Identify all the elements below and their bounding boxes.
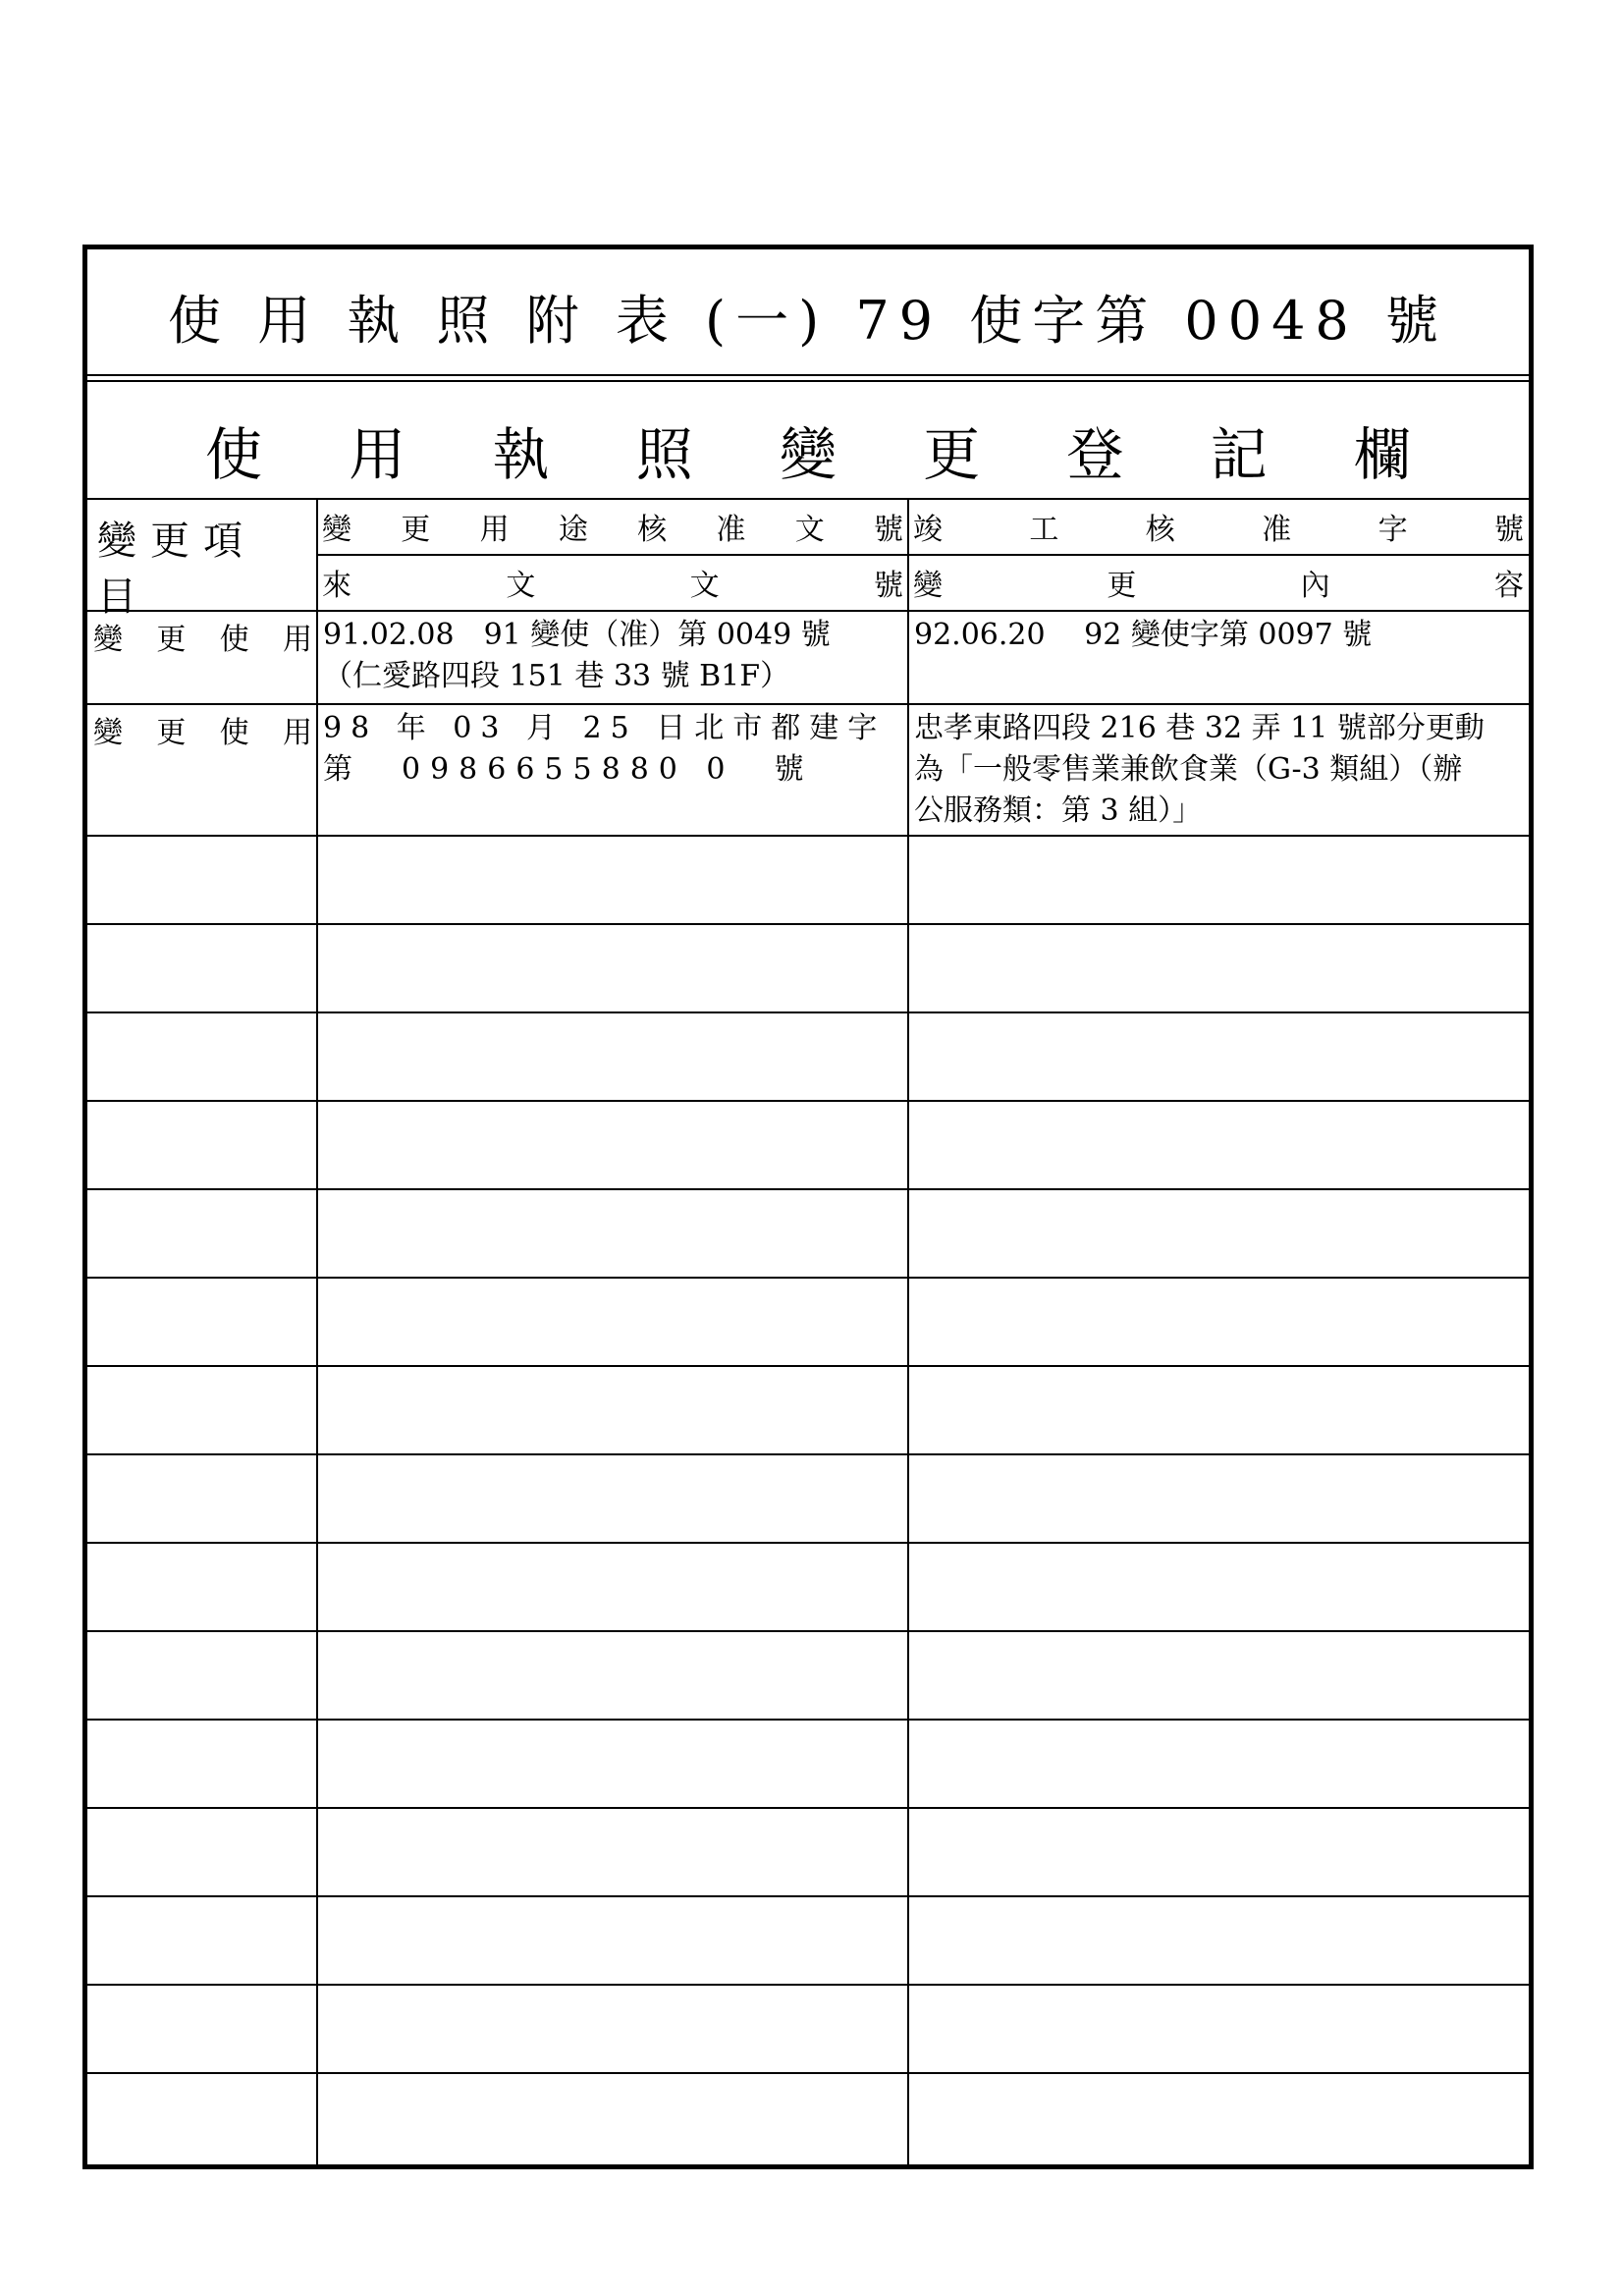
label-char: 變 [93,716,123,750]
section-title-char: 執 [492,421,550,488]
usage-permit-table [82,245,1534,2169]
label-char: 途 [558,513,588,547]
label-char: 用 [282,623,312,657]
label-char: 變 [322,513,351,547]
row-divider [87,1365,1529,1367]
row-divider [87,1630,1529,1632]
label-char: 文 [689,569,720,603]
column-divider [316,498,318,2164]
label-char: 准 [1262,513,1292,547]
header-change-item [93,519,309,620]
row-divider [87,1100,1529,1102]
document-title: 使 用 執 照 附 表 (一) 79 使字第 0048 號 [168,290,1448,352]
label-char: 核 [637,513,668,547]
label-char: 字 [1378,513,1408,547]
header-change-content [909,557,1528,608]
label-char: 更 [156,623,187,657]
section-title-char: 使 [205,421,263,488]
divider [87,374,1529,376]
row-content-line: 92.06.20 92 變使字第 0097 號 [914,618,1373,652]
label-char: 工 [1029,513,1059,547]
label-char: 文 [794,513,825,547]
row-divider [87,1188,1529,1190]
label-char: 使 [219,716,249,750]
section-title-char: 用 [349,421,406,488]
label-char: 變 [93,623,123,657]
section-title-char: 記 [1210,421,1268,488]
row-divider [87,1277,1529,1279]
row-divider [87,1807,1529,1809]
divider [87,835,1529,837]
section-title-char: 更 [923,421,981,488]
section-title-char: 欄 [1353,421,1411,488]
section-title-char: 照 [635,421,693,488]
table-row-item [89,615,316,658]
section-title [205,409,1411,491]
row-approval-line: 第 0986655880 0 號 [323,752,814,787]
label-char: 更 [156,716,187,750]
label-char: 變 [913,569,943,603]
label-char: 容 [1493,569,1524,603]
row-divider [87,1542,1529,1544]
row-divider [87,1453,1529,1455]
section-title-char: 登 [1066,421,1124,488]
divider [87,498,1529,500]
label-char: 更 [401,513,431,547]
row-approval-line: 98 年 03 月 25 日北市都建字 [323,711,887,745]
row-divider [87,1719,1529,1721]
label-char: 用 [479,513,510,547]
divider [87,380,1529,382]
row-divider [87,1895,1529,1897]
label-char: 內 [1300,569,1330,603]
divider [87,703,1529,705]
divider [87,610,1529,612]
row-divider [87,1984,1529,1986]
label-char: 使 [219,623,249,657]
label-char: 來 [322,569,351,603]
label-char: 用 [282,716,312,750]
label-char: 核 [1145,513,1175,547]
row-content-line: 忠孝東路四段 216 巷 32 弄 11 號部分更動 [914,711,1485,745]
row-content-line: 公服務類：第 3 組）」 [914,793,1203,828]
row-divider [87,1011,1529,1013]
row-content-line: 為「一般零售業兼飲食業（G-3 類組）（辦 [914,752,1463,787]
label-char: 文 [506,569,536,603]
row-divider [87,923,1529,925]
label-char: 號 [873,513,903,547]
row-divider [87,2072,1529,2074]
section-title-char: 變 [779,421,837,488]
column-divider [907,498,909,2164]
label-char: 更 [1107,569,1137,603]
row-approval-line: （仁愛路四段 151 巷 33 號 B1F） [323,659,790,693]
table-row-item [89,708,316,751]
divider [316,554,1529,556]
header-completion-number [909,501,1528,552]
label-char: 號 [873,569,903,603]
label-char: 准 [716,513,746,547]
label-char: 號 [1493,513,1524,547]
header-approval-number [318,501,907,552]
header-change-item-label: 變更項目 [97,519,256,620]
row-approval-line: 91.02.08 91 變使（准）第 0049 號 [323,618,831,652]
header-incoming-number [318,557,907,608]
label-char: 竣 [913,513,943,547]
